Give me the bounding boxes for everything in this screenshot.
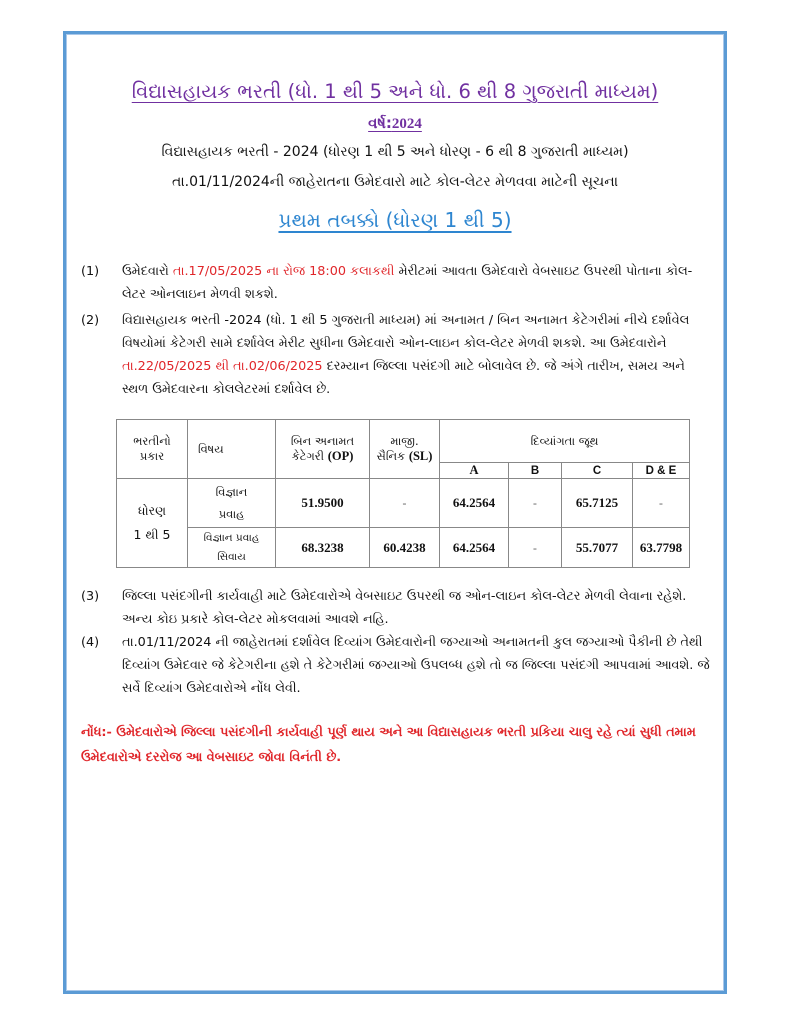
header-recruitment-type [117,420,188,479]
header-sub-a: A [440,463,509,479]
b-cell: - [509,528,562,568]
de-cell: 63.7798 [633,528,690,568]
item-text [122,309,711,401]
header-text: કેટેગરી [291,449,325,463]
instruction-item-2 [81,309,711,401]
merit-table [116,419,690,568]
subject-text: સિવાય [217,550,246,563]
header-op [276,420,370,479]
item-text-pre: વિદ્યાસહાયક ભરતી -2024 (ધો. 1 થી 5 ગુજરાતી માધ્યમ) માં અનામત / બિન અનામત કેટેગરીમાં નીચે દર્શાવેલ વિષયોમાં કેટેગરી સામે દર્શાવેલ મેરીટ સુધીના ઉમેદવારો ઓન-લાઇન કોલ-લેટર મેળવી શકશે. આ ઉમેદવારોને [122,313,690,351]
item-text-post: દરમ્યાન જિલ્લા પસંદગી માટે બોલાવેલ છે. જે અંગે તારીખ, સમય અને સ્થળ ઉમેદવારના કોલલેટરમાં દર્શાવેલ છે. [122,359,685,397]
group-label-text: ધોરણ [138,503,166,518]
item-text: તા.01/11/2024 ની જાહેરાતમાં દર્શાવેલ દિવ્યાંગ ઉમેદવારોની જગ્યાઓ અનામતની કુલ જગ્યાઓ પૈકીની છે તેથી દિવ્યાંગ ઉમેદવાર જે કેટેગરીના હશે તે કેટેગરીમાં જગ્યાઓ ઉપલબ્ધ હશે તો જ જિલ્લા પસંદગી આપવામાં આવશે. જે સર્વે દિવ્યાંગ ઉમેદવારોએ નોંધ લેવી. [122,635,710,696]
item-text-post: મેરીટમાં આવતા ઉમેદવારો વેબસાઇટ ઉપરથી પોતાના કોલ-લેટર ઓનલાઇન મેળવી શકશે. [122,264,693,302]
item-number: (1) [81,264,100,279]
a-cell: 64.2564 [440,479,509,528]
b-cell: - [509,479,562,528]
item-number: (2) [81,313,100,328]
subject-text: વિજ્ઞાન પ્રવાહ [203,531,260,544]
table-row [117,479,690,528]
item-text [122,260,711,306]
note-text: નોંધ:- ઉમેદવારોએ જિલ્લા પસંદગીની કાર્યવાહી પૂર્ણ થાય અને આ વિદ્યાસહાયક ભરતી પ્રકિયા ચાલુ રહે ત્યાં સુધી તમામ ઉમેદવારોએ દરરોજ આ વેબસાઇટ જોવા વિનંતી છે. [81,725,696,765]
item-text: જિલ્લા પસંદગીની કાર્યવાહી માટે ઉમેદવારોએ વેબસાઇટ ઉપરથી જ ઓન-લાઇન કોલ-લેટર મેળવી લેવાના રહેશે. અન્ય કોઇ પ્રકારે કોલ-લેટર મોકલવામાં આવશે નહિ. [122,589,687,627]
header-text: માજી. [390,434,419,448]
header-disability-group: દિવ્યાંગતા જૂથ [440,420,690,463]
header-text: પ્રકાર [139,449,165,463]
year-label: વર્ષ: [368,114,392,132]
year-value: 2024 [391,116,422,132]
instruction-item-1 [81,260,711,306]
document-title: વિદ્યાસહાયક ભરતી (ધો. 1 થી 5 અને ધો. 6 થી 8 ગુજરાતી માધ્યમ) [131,80,659,103]
item-number: (3) [81,589,100,604]
item-highlight: તા.17/05/2025 ના રોજ 18:00 કલાકથી [172,264,395,279]
header-subject: વિષય [188,420,276,479]
header-sub-c: C [562,463,633,479]
header-text: (OP) [327,449,354,463]
a-cell: 64.2564 [440,528,509,568]
item-text-pre: ઉમેદવારો [122,264,173,279]
instruction-item-3 [81,585,711,631]
header-text: ભરતીનો [133,434,171,448]
group-label [117,479,188,568]
sl-cell: 60.4238 [370,528,440,568]
header-text: બિન અનામત [290,434,355,448]
phase-heading: પ્રથમ તબક્કો (ધોરણ 1 થી 5) [278,208,512,232]
c-cell: 65.7125 [562,479,633,528]
year-heading [66,114,724,133]
header-sub-de: D & E [633,463,690,479]
instruction-item-4 [81,631,711,700]
header-sub-b: B [509,463,562,479]
subtitle-line-1: વિદ્યાસહાયક ભરતી - 2024 (ધોરણ 1 થી 5 અને ધોરણ - 6 થી 8 ગુજરાતી માધ્યમ) [161,144,629,160]
item-number: (4) [81,635,100,650]
header-text: (SL) [408,449,433,463]
subject-cell [188,479,276,528]
header-text: સૈનિક [376,449,406,463]
subtitle-line-2: તા.01/11/2024ની જાહેરાતના ઉમેદવારો માટે કોલ-લેટર મેળવવા માટેની સૂચના [171,174,619,190]
de-cell: - [633,479,690,528]
subject-cell [188,528,276,568]
header-sl [370,420,440,479]
subject-text: વિજ્ઞાન [215,485,248,499]
subject-text: પ્રવાહ [218,507,245,521]
op-cell: 68.3238 [276,528,370,568]
group-label-text: 1 થી 5 [133,527,171,542]
c-cell: 55.7077 [562,528,633,568]
item-highlight: તા.22/05/2025 થી તા.02/06/2025 [122,359,323,374]
table-row [117,528,690,568]
page-frame [63,31,727,994]
sl-cell: - [370,479,440,528]
op-cell: 51.9500 [276,479,370,528]
